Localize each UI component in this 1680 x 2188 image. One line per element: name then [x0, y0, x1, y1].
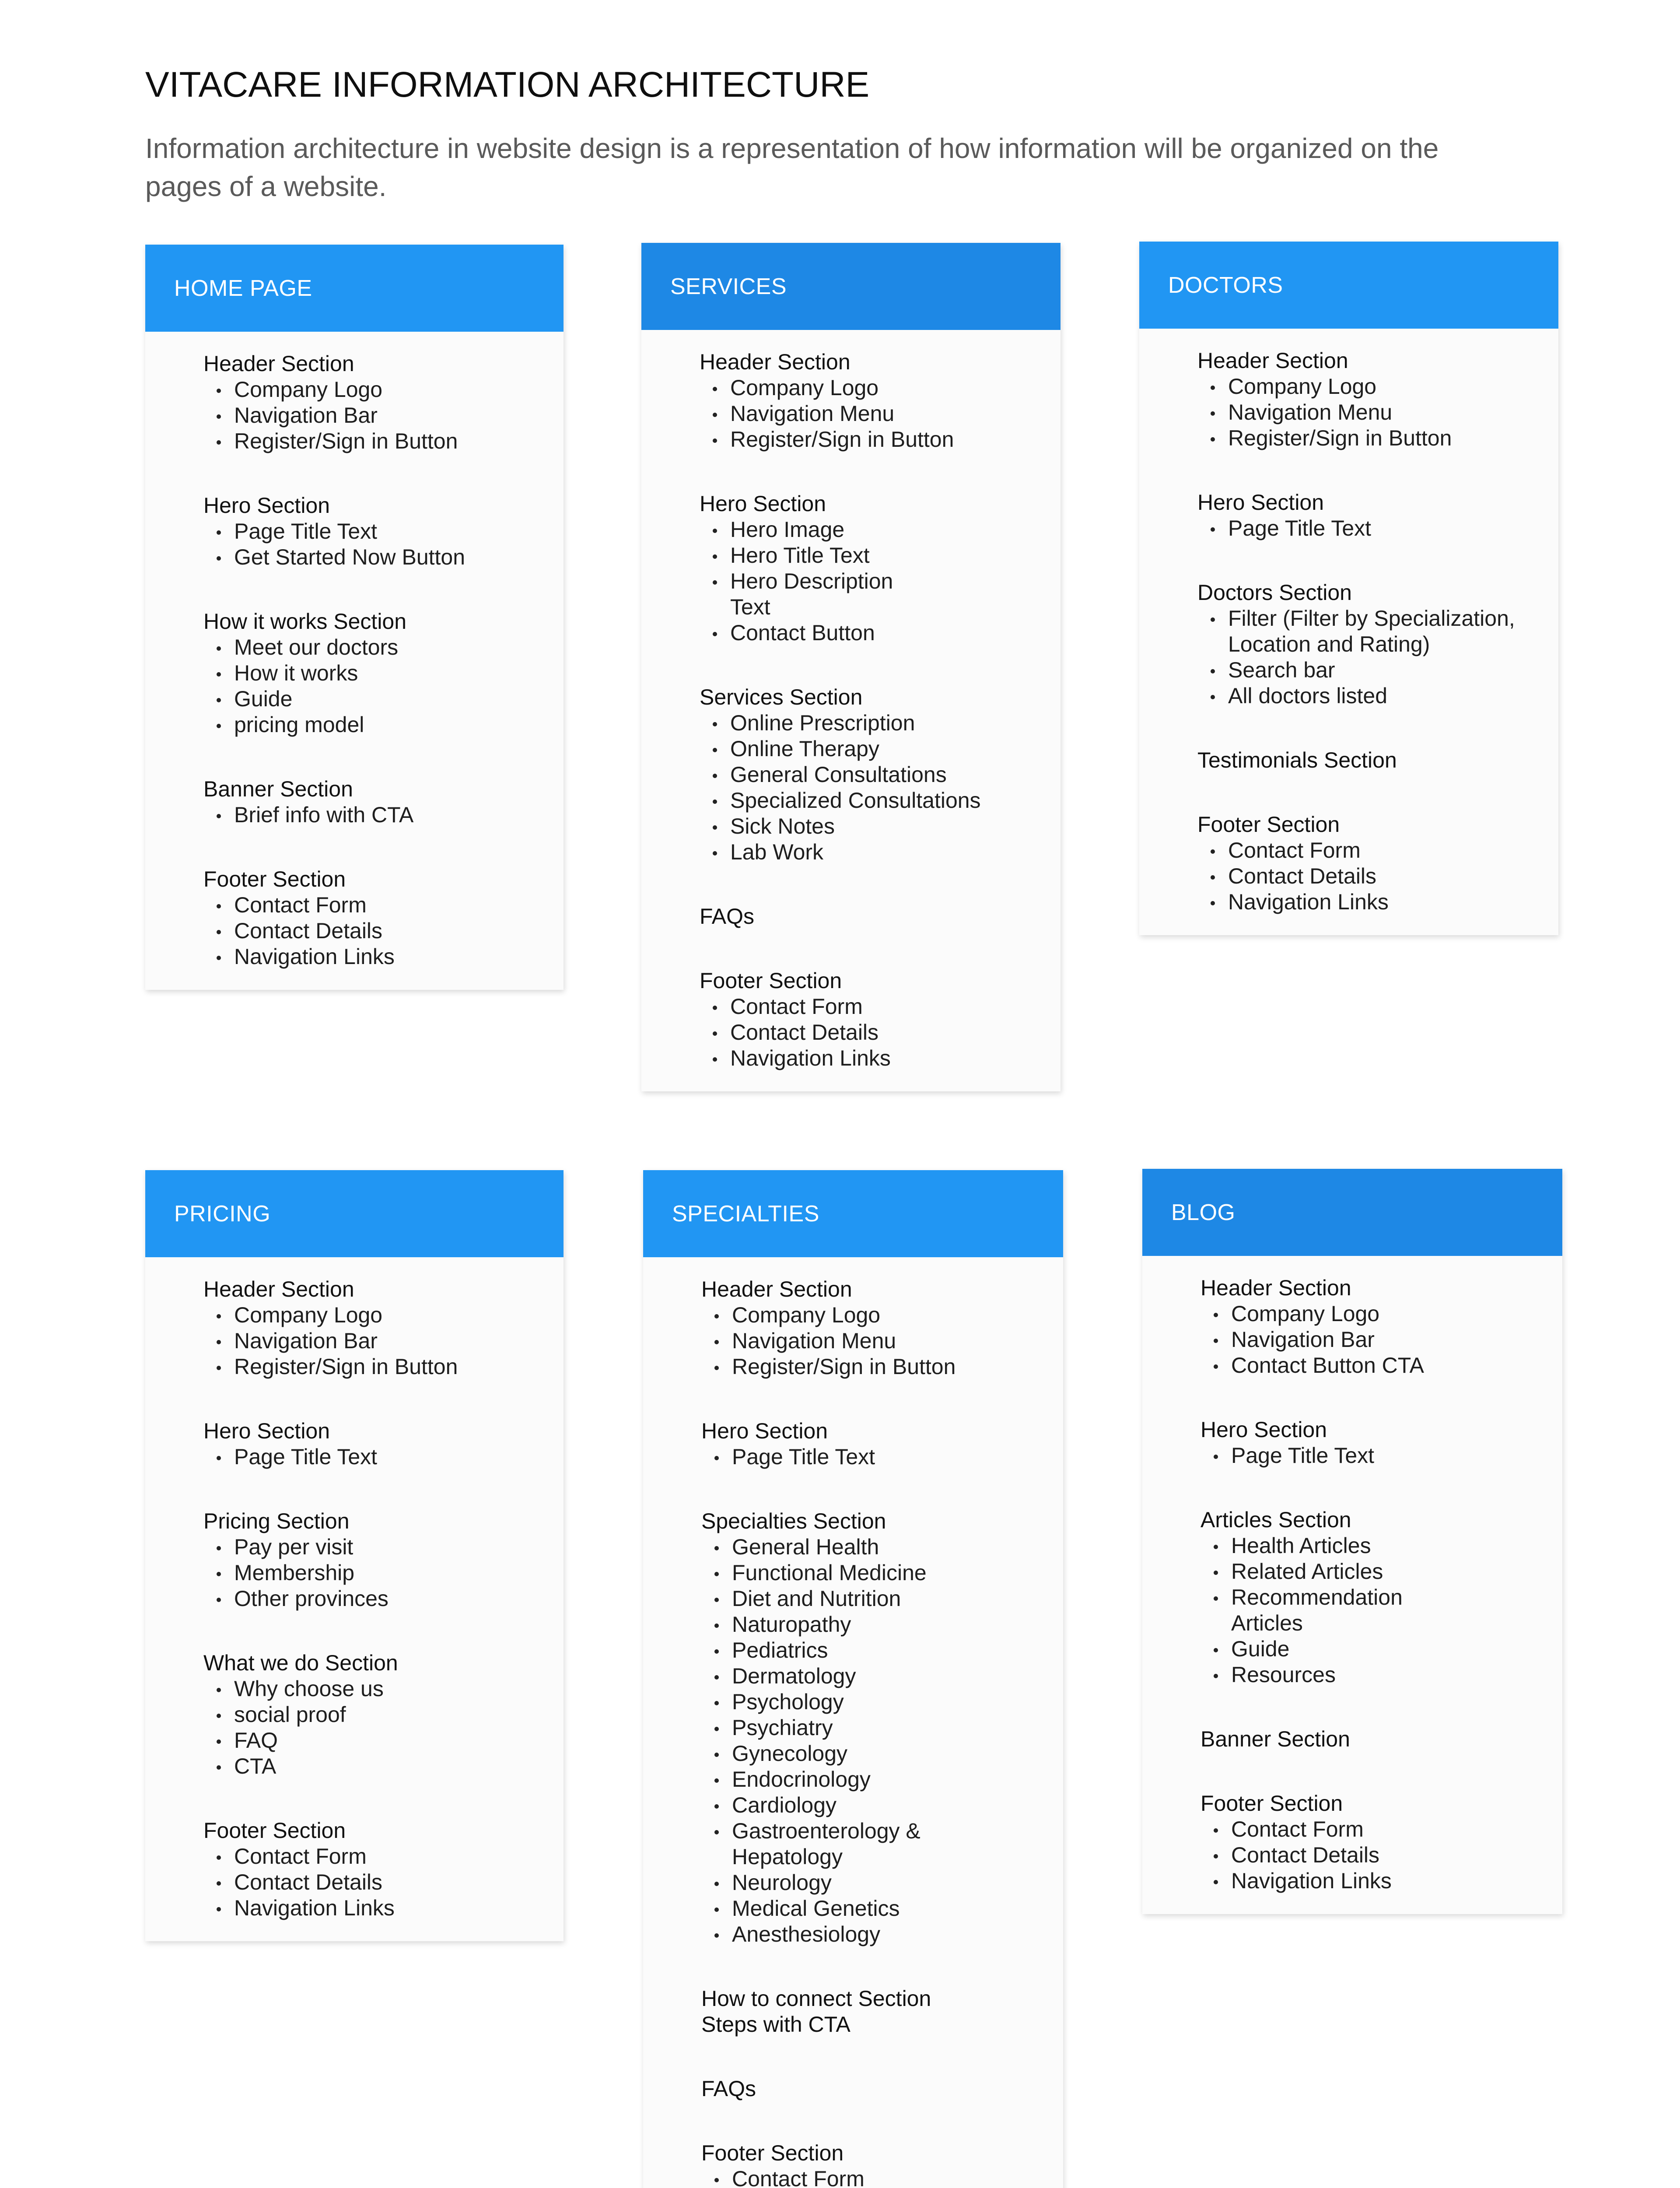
- section-doctors-section: [1197, 580, 1550, 709]
- section-items: [1197, 606, 1550, 709]
- section-items: [1200, 1533, 1554, 1688]
- section-item: Contact Form: [701, 2166, 1054, 2188]
- section-item: Hero Image: [700, 517, 1052, 543]
- section-title: Articles Section: [1200, 1508, 1351, 1532]
- section-item: Endocrinology: [701, 1767, 1054, 1792]
- section-title: Header Section: [1197, 348, 1348, 373]
- section-items: [203, 892, 555, 970]
- section-footer-section: [203, 866, 555, 970]
- section-item: Online Therapy: [700, 736, 1052, 762]
- section-header-section: [700, 349, 1052, 452]
- section-item: General Consultations: [700, 762, 1052, 788]
- section-title: Pricing Section: [203, 1509, 350, 1533]
- section-item: Register/Sign in Button: [203, 1354, 555, 1380]
- section-item: Guide: [1200, 1636, 1554, 1662]
- section-item: Contact Details: [203, 918, 555, 944]
- section-item: Navigation Menu: [701, 1328, 1054, 1354]
- section-how-to-connect-section: [701, 1986, 1054, 2037]
- section-header-section: [203, 1276, 555, 1380]
- section-title: Hero Section: [1197, 490, 1324, 515]
- section-title: Specialties Section: [701, 1509, 886, 1533]
- section-item: Online Prescription: [700, 710, 1052, 736]
- section-item: Navigation Menu: [1197, 400, 1550, 425]
- section-hero-section: [203, 1418, 555, 1470]
- section-title: FAQs: [700, 904, 755, 929]
- section-footer-section: [701, 2140, 1054, 2188]
- section-title: Footer Section: [700, 968, 842, 993]
- section-item: Register/Sign in Button: [701, 1354, 1054, 1380]
- section-title: What we do Section: [203, 1651, 398, 1675]
- section-title: Hero Section: [203, 1419, 330, 1443]
- section-item: Membership: [203, 1560, 555, 1586]
- card-header: [145, 245, 564, 332]
- section-item: Why choose us: [203, 1676, 555, 1702]
- section-item: Search bar: [1197, 657, 1550, 683]
- card-body: [643, 1257, 1063, 2188]
- section-items: [1197, 838, 1550, 915]
- section-title: Footer Section: [1197, 812, 1340, 837]
- section-item: Company Logo: [203, 377, 555, 403]
- section-item: Hero Description Text: [700, 568, 1052, 620]
- section-item: Specialized Consultations: [700, 788, 1052, 813]
- section-title: Footer Section: [203, 1818, 346, 1843]
- section-item: Contact Details: [700, 1020, 1052, 1045]
- section-specialties-section: [701, 1508, 1054, 1947]
- section-item: Contact Details: [1197, 863, 1550, 889]
- section-title: FAQs: [701, 2076, 756, 2101]
- section-item: Company Logo: [1200, 1301, 1554, 1327]
- section-title: Header Section: [700, 350, 850, 374]
- section-item: Company Logo: [701, 1302, 1054, 1328]
- section-title: Header Section: [701, 1277, 852, 1301]
- section-item: General Health: [701, 1534, 1054, 1560]
- section-items: [1200, 1301, 1554, 1378]
- section-title: Footer Section: [203, 867, 346, 891]
- page-title: VITACARE INFORMATION ARCHITECTURE: [145, 65, 870, 105]
- section-faqs: [701, 2076, 1054, 2102]
- section-header-section: [1200, 1275, 1554, 1378]
- section-title: Hero Section: [701, 1419, 828, 1443]
- section-title: Services Section: [700, 685, 863, 709]
- section-item: Filter (Filter by Specialization, Location and Rating): [1197, 606, 1550, 657]
- section-footer-section: [700, 968, 1052, 1071]
- section-item: All doctors listed: [1197, 683, 1550, 709]
- section-item: Navigation Bar: [203, 403, 555, 428]
- section-items: [1197, 515, 1550, 541]
- section-item: Register/Sign in Button: [700, 427, 1052, 452]
- section-hero-section: [203, 493, 555, 570]
- section-title: How it works Section: [203, 609, 407, 634]
- section-banner-section: [203, 776, 555, 828]
- card-header: [643, 1170, 1063, 1257]
- section-services-section: [700, 684, 1052, 865]
- card-home-page: [145, 245, 564, 990]
- section-footer-section: [203, 1818, 555, 1921]
- section-item: social proof: [203, 1702, 555, 1728]
- section-item: Pediatrics: [701, 1637, 1054, 1663]
- card-header: [145, 1170, 564, 1257]
- section-items: [203, 1534, 555, 1612]
- card-title: SPECIALTIES: [672, 1201, 819, 1227]
- section-item: Get Started Now Button: [203, 544, 555, 570]
- section-item: Gastroenterology & Hepatology: [701, 1818, 1054, 1870]
- card-title: BLOG: [1171, 1199, 1236, 1225]
- section-articles-section: [1200, 1507, 1554, 1688]
- card-specialties: [643, 1170, 1063, 2188]
- section-item: Contact Button CTA: [1200, 1353, 1554, 1378]
- card-body: [145, 332, 564, 990]
- section-item: How it works: [203, 660, 555, 686]
- section-items: [1200, 1816, 1554, 1894]
- section-item: Neurology: [701, 1870, 1054, 1896]
- section-banner-section: [1200, 1726, 1554, 1752]
- section-item: Navigation Menu: [700, 401, 1052, 427]
- section-items: [1197, 374, 1550, 451]
- section-how-it-works-section: [203, 609, 555, 738]
- section-items: [701, 1534, 1054, 1947]
- section-items: [700, 710, 1052, 865]
- card-services: [641, 243, 1060, 1091]
- section-item: Cardiology: [701, 1792, 1054, 1818]
- section-title: Hero Section: [203, 493, 330, 518]
- section-title: Header Section: [1200, 1276, 1351, 1300]
- section-item: Related Articles: [1200, 1559, 1554, 1585]
- section-item: Page Title Text: [701, 1444, 1054, 1470]
- section-item: Hero Title Text: [700, 543, 1052, 568]
- section-item: Navigation Links: [203, 1895, 555, 1921]
- section-item: Contact Form: [203, 892, 555, 918]
- section-items: [1200, 1443, 1554, 1469]
- section-item: Sick Notes: [700, 813, 1052, 839]
- section-item: Functional Medicine: [701, 1560, 1054, 1586]
- section-item: Gynecology: [701, 1741, 1054, 1767]
- section-item: Other provinces: [203, 1586, 555, 1612]
- section-items: [203, 1676, 555, 1779]
- section-item: Naturopathy: [701, 1612, 1054, 1637]
- page-description: Information architecture in website design is a representation of how information will be organized on the pages of a website.: [145, 133, 1439, 202]
- section-item: Dermatology: [701, 1663, 1054, 1689]
- section-title: Footer Section: [701, 2141, 844, 2165]
- section-items: [203, 802, 555, 828]
- section-item: Pay per visit: [203, 1534, 555, 1560]
- section-item: Meet our doctors: [203, 635, 555, 660]
- section-item: Recommendation Articles: [1200, 1585, 1554, 1636]
- section-hero-section: [700, 491, 1052, 646]
- section-hero-section: [1197, 490, 1550, 541]
- section-item: Page Title Text: [1197, 515, 1550, 541]
- card-pricing: [145, 1170, 564, 1941]
- card-title: DOCTORS: [1168, 272, 1283, 298]
- card-body: [145, 1257, 564, 1941]
- section-item: Contact Button: [700, 620, 1052, 646]
- section-item: Navigation Bar: [1200, 1327, 1554, 1353]
- card-title: PRICING: [174, 1201, 271, 1227]
- card-title: HOME PAGE: [174, 275, 312, 301]
- section-title: Banner Section: [1200, 1727, 1350, 1751]
- card-header: [641, 243, 1060, 330]
- section-faqs: [700, 904, 1052, 929]
- section-item: Contact Form: [1200, 1816, 1554, 1842]
- section-item: Medical Genetics: [701, 1896, 1054, 1922]
- section-header-section: [701, 1276, 1054, 1380]
- section-item: Health Articles: [1200, 1533, 1554, 1559]
- section-testimonials-section: [1197, 747, 1550, 773]
- section-item: Resources: [1200, 1662, 1554, 1688]
- section-item: Page Title Text: [203, 1444, 555, 1470]
- section-title: How to connect Section: [701, 1986, 931, 2011]
- section-item: Guide: [203, 686, 555, 712]
- section-item: pricing model: [203, 712, 555, 738]
- section-item: Contact Details: [1200, 1842, 1554, 1868]
- section-title: Testimonials Section: [1197, 748, 1397, 772]
- section-item: Navigation Bar: [203, 1328, 555, 1354]
- section-items: [701, 1302, 1054, 1380]
- section-item: Navigation Links: [1200, 1868, 1554, 1894]
- section-header-section: [203, 351, 555, 454]
- card-header: [1139, 242, 1558, 329]
- section-item: CTA: [203, 1753, 555, 1779]
- section-note: Steps with CTA: [701, 2012, 850, 2037]
- section-title: Banner Section: [203, 777, 353, 801]
- section-pricing-section: [203, 1508, 555, 1612]
- section-items: [701, 1444, 1054, 1470]
- section-title: Hero Section: [700, 491, 826, 516]
- section-title: Doctors Section: [1197, 580, 1352, 605]
- section-item: Brief info with CTA: [203, 802, 555, 828]
- section-item: Lab Work: [700, 839, 1052, 865]
- section-items: [700, 994, 1052, 1071]
- card-doctors: [1139, 242, 1558, 935]
- section-what-we-do-section: [203, 1650, 555, 1779]
- section-item: Register/Sign in Button: [203, 428, 555, 454]
- card-title: SERVICES: [670, 274, 787, 299]
- section-title: Footer Section: [1200, 1791, 1343, 1816]
- section-item: Contact Form: [203, 1844, 555, 1869]
- card-body: [1142, 1256, 1562, 1914]
- section-header-section: [1197, 348, 1550, 451]
- section-title: Header Section: [203, 351, 354, 376]
- section-items: [203, 1302, 555, 1380]
- section-items: [203, 635, 555, 738]
- section-item: Company Logo: [203, 1302, 555, 1328]
- section-item: Psychiatry: [701, 1715, 1054, 1741]
- section-item: Company Logo: [1197, 374, 1550, 400]
- section-items: [700, 375, 1052, 452]
- card-blog: [1142, 1169, 1562, 1914]
- section-item: Psychology: [701, 1689, 1054, 1715]
- section-hero-section: [1200, 1417, 1554, 1469]
- section-item: Navigation Links: [203, 944, 555, 970]
- section-items: [203, 1844, 555, 1921]
- section-item: Register/Sign in Button: [1197, 425, 1550, 451]
- section-items: [701, 2166, 1054, 2188]
- section-item: Diet and Nutrition: [701, 1586, 1054, 1612]
- section-items: [700, 517, 1052, 646]
- section-footer-section: [1200, 1791, 1554, 1894]
- section-item: Contact Details: [203, 1869, 555, 1895]
- card-body: [1139, 329, 1558, 935]
- section-items: [203, 519, 555, 570]
- section-hero-section: [701, 1418, 1054, 1470]
- section-title: Hero Section: [1200, 1417, 1327, 1442]
- section-title: Header Section: [203, 1277, 354, 1301]
- card-body: [641, 330, 1060, 1091]
- card-header: [1142, 1169, 1562, 1256]
- section-item: Company Logo: [700, 375, 1052, 401]
- section-item: Contact Form: [1197, 838, 1550, 863]
- section-item: Page Title Text: [203, 519, 555, 544]
- section-item: FAQ: [203, 1728, 555, 1753]
- section-item: Navigation Links: [1197, 889, 1550, 915]
- section-footer-section: [1197, 812, 1550, 915]
- section-items: [203, 377, 555, 454]
- section-items: [203, 1444, 555, 1470]
- section-item: Anesthesiology: [701, 1922, 1054, 1947]
- section-item: Navigation Links: [700, 1045, 1052, 1071]
- section-item: Contact Form: [700, 994, 1052, 1020]
- section-item: Page Title Text: [1200, 1443, 1554, 1469]
